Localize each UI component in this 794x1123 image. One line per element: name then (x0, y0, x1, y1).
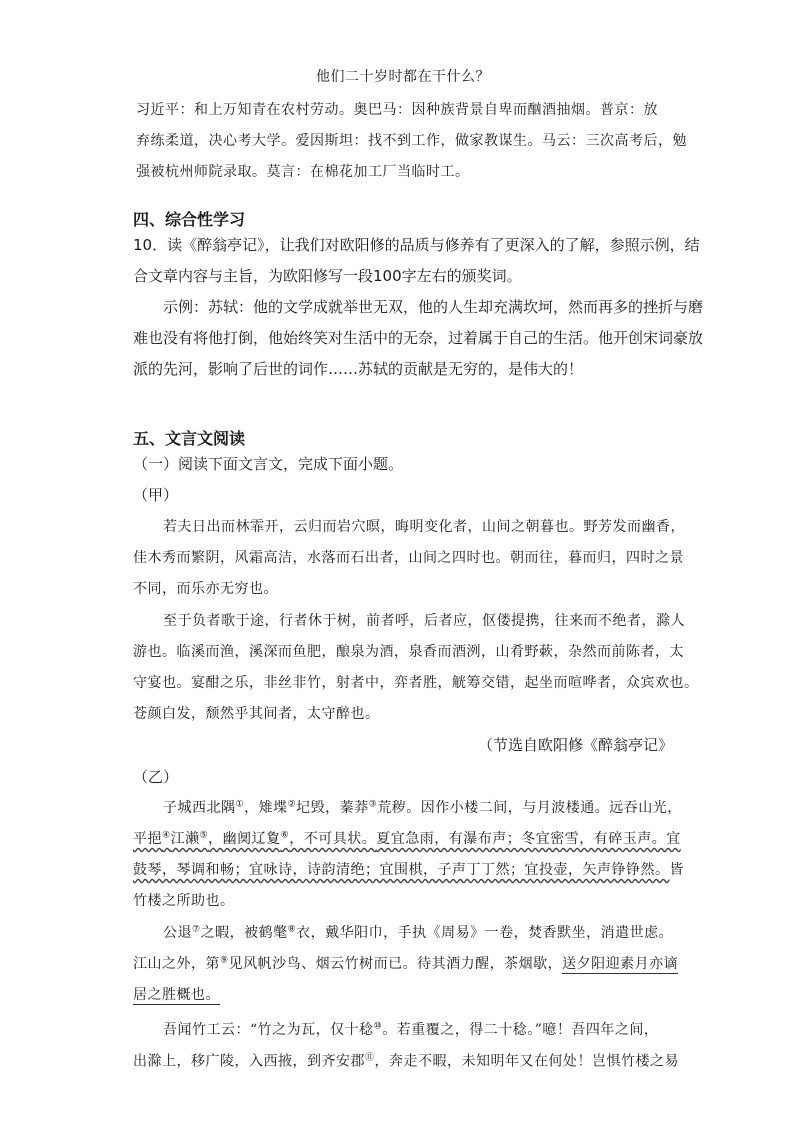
classical-text-line: 至于负者歌于途，行者休于树，前者呼，后者应，伛偻提携，往来而不绝者，滁人 (163, 613, 685, 629)
underlined-sentence: 夏宜急雨，有瀑布声；冬宜密雪，有碎玉声。宜 (376, 831, 681, 847)
classical-text-line: 江山之外，第⑨见风帆沙鸟、烟云竹树而已。待其酒力醒，茶烟歇，送夕阳迎素月亦谪 (133, 955, 679, 972)
section-heading: 四、综合性学习 (133, 210, 246, 229)
passage-line: 弃练柔道，决心考大学。爱因斯坦：找不到工作，做家教谋生。马云：三次高考后，勉 (136, 133, 687, 149)
classical-text-line (133, 984, 220, 1004)
classical-text-line: 吾闻竹工云：“竹之为瓦，仅十稔⑩。若重覆之，得二十稔。”噫！吾四年之间， (163, 1021, 659, 1038)
classical-text-line: 若夫日出而林霏开，云归而岩穴暝，晦明变化者，山间之朝暮也。野芳发而幽香， (163, 519, 685, 535)
footnote-marker: ⑤ (199, 830, 209, 841)
footnote-marker: ⑩ (373, 1021, 383, 1032)
underlined-sentence: 送夕阳迎素月亦谪 (562, 956, 679, 972)
footnote-marker: ⑪ (365, 1053, 375, 1063)
footnote-marker: ② (287, 799, 297, 810)
classical-text-line: 公退⑦之暇，被鹤氅⑧衣，戴华阳巾，手执《周易》一卷，焚香默坐，消遣世虑。 (163, 924, 674, 941)
classical-text-line: 平挹④江濑⑤，幽阒辽夐⑥，不可具状。夏宜急雨，有瀑布声；冬宜密雪，有碎玉声。宜 (133, 830, 681, 847)
passage-label: （甲） (133, 486, 179, 504)
footnote-marker: ⑧ (287, 924, 297, 935)
footnote-marker: ① (235, 799, 245, 810)
example-text: 派的先河，影响了后世的词作……苏轼的贡献是无穷的，是伟大的！ (133, 360, 584, 378)
underlined-sentence: 鼓琴，琴调和畅；宜咏诗，诗韵清绝；宜围棋，子声丁丁然；宜投壶，矢声铮铮然。 (133, 862, 670, 878)
passage-label: （乙） (133, 768, 179, 786)
classical-text-line: 游也。临溪而渔，溪深而鱼肥，酿泉为酒，泉香而酒洌，山肴野蔌，杂然而前陈者，太 (133, 644, 684, 660)
footnote-marker: ⑨ (220, 955, 229, 966)
classical-text-line: 佳木秀而繁阴，风霜高洁，水落而石出者，山间之四时也。朝而往，暮而归，四时之景 (133, 550, 684, 566)
question-text: 10．读《醉翁亭记》，让我们对欧阳修的品质与修养有了更深入的了解，参照示例，结 (133, 236, 700, 254)
passage-line: 强被杭州师院录取。莫言：在棉花加工厂当临时工。 (136, 164, 470, 180)
footnote-marker: ④ (162, 830, 171, 841)
source-citation: （节选自欧阳修《醉翁亭记》 (478, 736, 674, 754)
section-heading: 五、文言文阅读 (133, 429, 246, 448)
question-text: 合文章内容与主旨，为欧阳修写一段100字左右的颁奖词。 (133, 267, 522, 285)
example-text: 难也没有将他打倒，他始终笑对生活中的无奈，过着属于自己的生活。他开创宋词豪放 (133, 329, 704, 347)
footnote-marker: ⑥ (280, 830, 290, 841)
underlined-sentence: 居之胜概也。 (133, 987, 220, 1003)
footnote-marker: ⑦ (192, 924, 201, 935)
classical-text-line: 守宴也。宴酣之乐，非丝非竹，射者中，弈者胜，觥筹交错，起坐而喧哗者，众宾欢也。 (133, 675, 699, 691)
classical-text-line: 竹楼之所助也。 (133, 893, 235, 909)
classical-text-line: 苍颜白发，颓然乎其间者，太守醉也。 (133, 706, 380, 722)
classical-text-line: 不同，而乐亦无穷也。 (133, 581, 278, 597)
passage-line: 习近平：和上万知青在农村劳动。奥巴马：因种族背景自卑而酗酒抽烟。普京：放 (136, 102, 658, 118)
classical-text-line: 出滁上，移广陵，入西掖，到齐安郡⑪，奔走不暇，未知明年又在何处！岂惧竹楼之易 (133, 1053, 680, 1070)
example-text: 示例：苏轼：他的文学成就举世无双，他的人生却充满坎坷，然而再多的挫折与磨 (163, 298, 704, 316)
instruction-text: （一）阅读下面文言文，完成下面小题。 (133, 455, 404, 473)
passage-title: 他们二十岁时都在干什么？ (316, 69, 490, 85)
footnote-marker: ③ (368, 799, 378, 810)
classical-text-line: 子城西北隅①，雉堞②圮毁，蓁莽③荒秽。因作小楼二间，与月波楼通。远吞山光， (163, 799, 682, 816)
classical-text-line: 鼓琴，琴调和畅；宜咏诗，诗韵清绝；宜围棋，子声丁丁然；宜投壶，矢声铮铮然。皆 (133, 862, 684, 878)
